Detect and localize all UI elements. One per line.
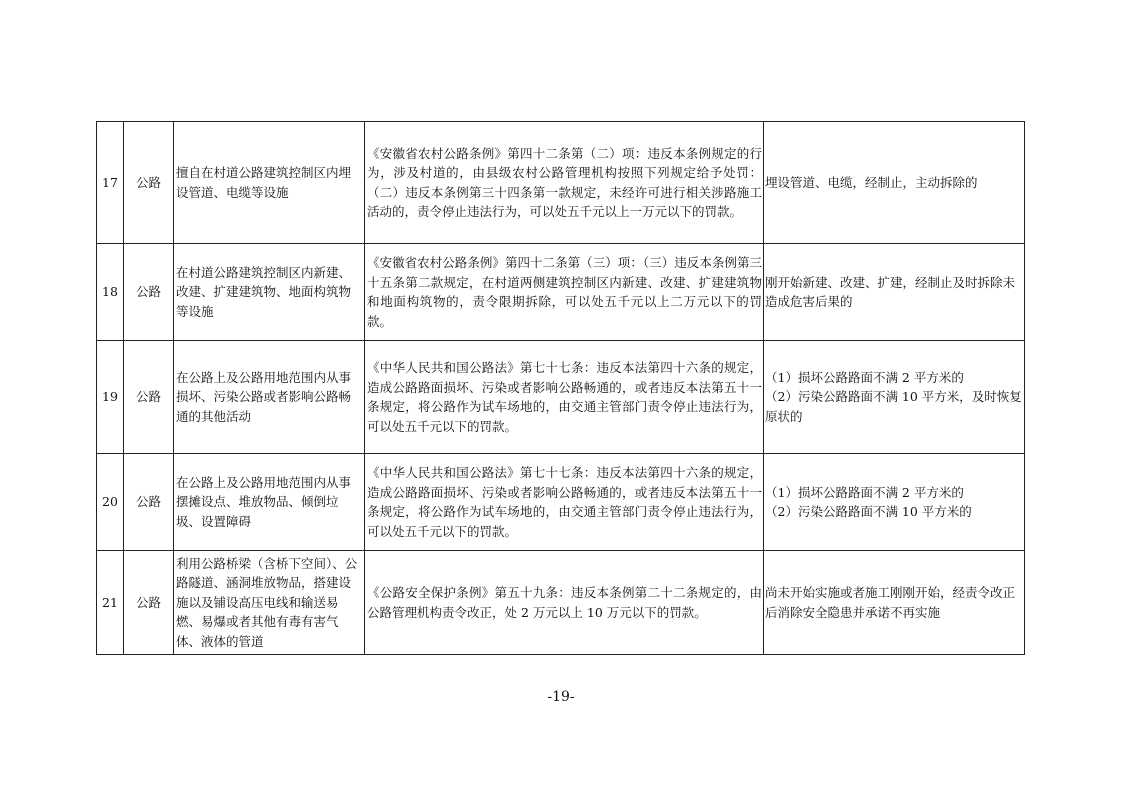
row-legal-basis: 《公路安全保护条例》第五十九条：违反本条例第二十二条规定的，由公路管理机构责令改正，处 2 万元以上 10 万元以下的罚款。 xyxy=(365,551,764,655)
row-number: 17 xyxy=(97,122,124,244)
row-exemption-condition: 尚未开始实施或者施工刚刚开始，经责令改正后消除安全隐患并承诺不再实施 xyxy=(764,551,1025,655)
row-exemption-condition: 埋设管道、电缆，经制止，主动拆除的 xyxy=(764,122,1025,244)
row-exemption-condition: （1）损坏公路路面不满 2 平方米的 （2）污染公路路面不满 10 平方米，及时恢复原状的 xyxy=(764,341,1025,454)
table-row xyxy=(97,341,1025,454)
table-row xyxy=(97,244,1025,341)
row-violation-item: 在公路上及公路用地范围内从事损坏、污染公路或者影响公路畅通的其他活动 xyxy=(174,341,365,454)
row-number: 20 xyxy=(97,454,124,551)
row-category: 公路 xyxy=(124,122,174,244)
row-number: 21 xyxy=(97,551,124,655)
row-legal-basis: 《安徽省农村公路条例》第四十二条第（二）项：违反本条例规定的行为，涉及村道的，由县级农村公路管理机构按照下列规定给予处罚：（二）违反本条例第三十四条第一款规定，未经许可进行相关涉路施工活动的，责令停止违法行为，可以处五千元以上一万元以下的罚款。 xyxy=(365,122,764,244)
row-violation-item: 擅自在村道公路建筑控制区内埋设管道、电缆等设施 xyxy=(174,122,365,244)
row-violation-item: 在公路上及公路用地范围内从事摆摊设点、堆放物品、倾倒垃圾、设置障碍 xyxy=(174,454,365,551)
row-number: 19 xyxy=(97,341,124,454)
penalty-exemption-table xyxy=(96,121,1025,655)
page-number: -19- xyxy=(547,689,575,705)
row-exemption-condition: （1）损坏公路路面不满 2 平方米的 （2）污染公路路面不满 10 平方米的 xyxy=(764,454,1025,551)
table-row xyxy=(97,551,1025,655)
row-legal-basis: 《中华人民共和国公路法》第七十七条：违反本法第四十六条的规定，造成公路路面损坏、污染或者影响公路畅通的，或者违反本法第五十一条规定，将公路作为试车场地的，由交通主管部门责令停止违法行为，可以处五千元以下的罚款。 xyxy=(365,454,764,551)
row-exemption-condition: 刚开始新建、改建、扩建，经制止及时拆除未造成危害后果的 xyxy=(764,244,1025,341)
table-row xyxy=(97,454,1025,551)
table-row xyxy=(97,122,1025,244)
row-category: 公路 xyxy=(124,341,174,454)
row-legal-basis: 《安徽省农村公路条例》第四十二条第（三）项：（三）违反本条例第三十五条第二款规定，在村道两侧建筑控制区内新建、改建、扩建建筑物和地面构筑物的，责令限期拆除，可以处五千元以上二万元以下的罚款。 xyxy=(365,244,764,341)
row-legal-basis: 《中华人民共和国公路法》第七十七条：违反本法第四十六条的规定，造成公路路面损坏、污染或者影响公路畅通的，或者违反本法第五十一条规定，将公路作为试车场地的，由交通主管部门责令停止违法行为，可以处五千元以下的罚款。 xyxy=(365,341,764,454)
row-violation-item: 利用公路桥梁（含桥下空间）、公路隧道、涵洞堆放物品，搭建设施以及铺设高压电线和输送易燃、易爆或者其他有毒有害气体、液体的管道 xyxy=(174,551,365,655)
row-category: 公路 xyxy=(124,551,174,655)
row-category: 公路 xyxy=(124,454,174,551)
row-violation-item: 在村道公路建筑控制区内新建、改建、扩建建筑物、地面构筑物等设施 xyxy=(174,244,365,341)
row-category: 公路 xyxy=(124,244,174,341)
row-number: 18 xyxy=(97,244,124,341)
